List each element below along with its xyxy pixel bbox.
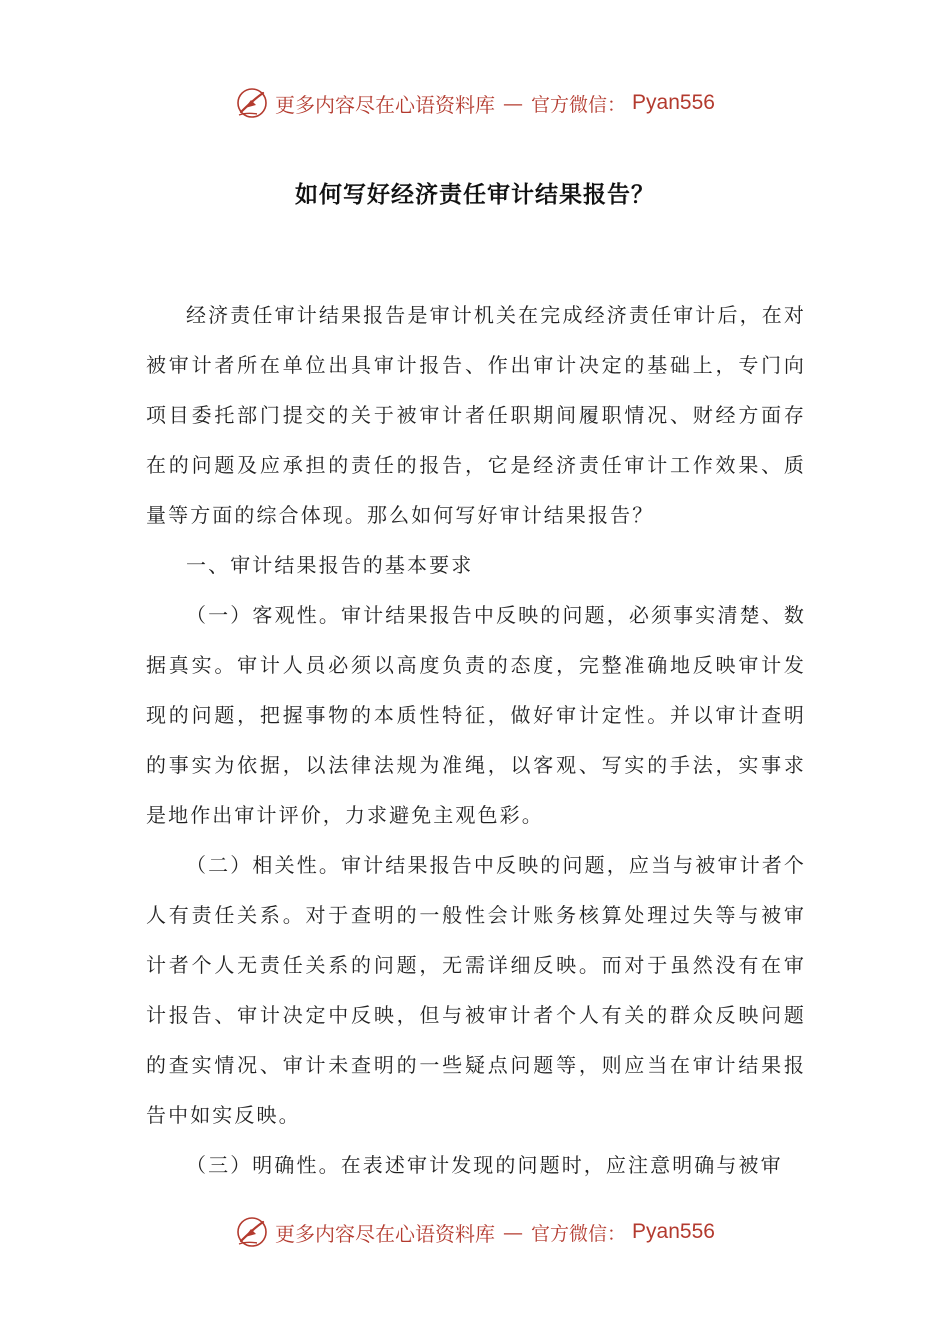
header-banner xyxy=(0,83,950,123)
footer-official-label: 官方微信： xyxy=(531,1222,627,1245)
document-body xyxy=(146,290,806,1190)
pen-nib-logo-icon xyxy=(235,86,269,120)
banner-separator: — xyxy=(503,91,524,115)
footer-banner xyxy=(0,1212,950,1252)
section-heading: 一、审计结果报告的基本要求 xyxy=(186,553,474,577)
footer-brand-text: 更多内容尽在心语资料库 xyxy=(275,1221,496,1246)
banner-wechat-handle: Pyan556 xyxy=(632,91,715,114)
banner-brand-text: 更多内容尽在心语资料库 xyxy=(275,92,496,117)
banner-official-label: 官方微信： xyxy=(531,93,627,116)
footer-separator: — xyxy=(503,1220,524,1244)
document-title: 如何写好经济责任审计结果报告？ xyxy=(295,182,655,208)
paragraph-relevance: （二）相关性。审计结果报告中反映的问题，应当与被审计者个人有责任关系。对于查明的一般性会计账务核算处理过失等与被审计者个人无责任关系的问题，无需详细反映。而对于虽然没有在审计报告、审计决定中反映，但与被审计者个人有关的群众反映问题的查实情况、审计未查明的一些疑点问题等，则应当在审计结果报告中如实反映。 xyxy=(146,853,806,1127)
paragraph-intro: 经济责任审计结果报告是审计机关在完成经济责任审计后，在对被审计者所在单位出具审计报告、作出审计决定的基础上，专门向项目委托部门提交的关于被审计者任职期间履职情况、财经方面存在的问题及应承担的责任的报告，它是经济责任审计工作效果、质量等方面的综合体现。那么如何写好审计结果报告？ xyxy=(146,303,806,527)
pen-nib-logo-icon xyxy=(235,1215,269,1249)
paragraph-objectivity: （一）客观性。审计结果报告中反映的问题，必须事实清楚、数据真实。审计人员必须以高度负责的态度，完整准确地反映审计发现的问题，把握事物的本质性特征，做好审计定性。并以审计查明的事实为依据，以法律法规为准绳，以客观、写实的手法，实事求是地作出审计评价，力求避免主观色彩。 xyxy=(146,603,806,827)
footer-wechat-handle: Pyan556 xyxy=(632,1220,715,1243)
paragraph-clarity: （三）明确性。在表述审计发现的问题时，应注意明确与被审 xyxy=(186,1153,783,1177)
